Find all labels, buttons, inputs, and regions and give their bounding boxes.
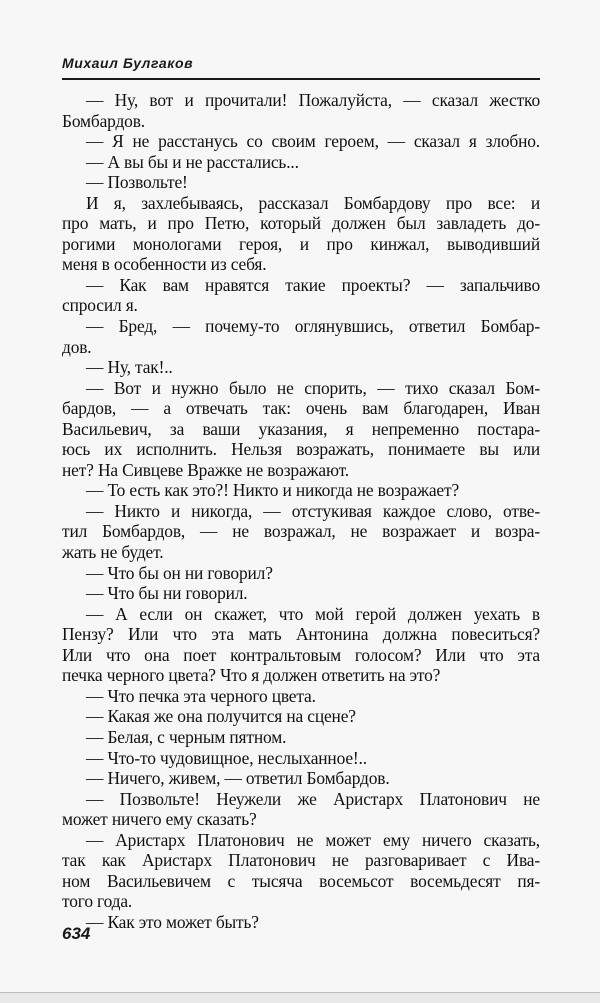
text-line: меня в особенности из себя. [62,254,267,275]
text-line: — Позвольте! [86,172,188,193]
text-line: — А вы бы и не расстались... [86,151,299,172]
text-line: — Ну, так!.. [86,357,173,378]
text-line: может ничего ему сказать? [62,809,257,830]
text-line: — Я не расстанусь со своим героем, — сказал я злобно. [86,131,540,152]
text-line: ном Васильевичем с тысяча восемьсот восемьдесят пя- [62,870,540,891]
text-line: нет? На Сивцеве Вражке не возражают. [62,459,349,480]
text-line: — Никто и никогда, — отстукивая каждое слово, отве- [86,500,540,521]
text-line: — Что бы ни говорил. [86,583,248,604]
text-line: — Бред, — почему-то оглянувшись, ответил Бомбар- [86,316,540,337]
text-line: того года. [62,891,133,912]
text-line: — Вот и нужно было не спорить, — тихо сказал Бом- [86,377,540,398]
text-line: спросил я. [62,295,138,316]
text-line: — Как вам нравятся такие проекты? — запальчиво [86,274,540,295]
text-line: Пензу? Или что эта мать Антонина должна повеситься? [62,624,540,645]
text-line: Васильевич, за ваши указания, я непременно постара- [62,418,540,439]
text-line: — Что печка эта черного цвета. [86,685,316,706]
text-line: И я, захлебываясь, рассказал Бомбардову про все: и [86,192,540,213]
text-line: юсь их исполнить. Нельзя возражать, понимаете вы или [62,439,540,460]
text-line: дов. [62,336,92,357]
text-line: — А если он скажет, что мой герой должен уехать в [86,603,540,624]
text-line: так как Аристарх Платонович не разговаривает с Ива- [62,850,540,871]
text-line: — Ничего, живем, — ответил Бомбардов. [86,768,390,789]
page-bottom-edge [0,992,600,1003]
text-line: — Как это может быть? [86,911,259,932]
text-line: — Что-то чудовищное, неслыханное!.. [86,747,367,768]
text-line: рогими монологами героя, и про кинжал, выводивший [62,233,540,254]
text-line: — Аристарх Платонович не может ему ничего сказать, [86,829,540,850]
text-line: — То есть как это?! Никто и никогда не возражает? [86,480,460,501]
text-line: жать не будет. [62,542,164,563]
text-line: бардов, — а отвечать так: очень вам благодарен, Иван [62,398,540,419]
text-line: — Какая же она получится на сцене? [86,706,356,727]
text-line: про мать, и про Петю, который должен был завладеть до- [62,213,540,234]
text-line: Или что она поет контральтовым голосом? Или что эта [62,644,540,665]
text-line: — Что бы он ни говорил? [86,562,273,583]
text-line: — Ну, вот и прочитали! Пожалуйста, — сказал жестко [86,90,540,110]
page-number: 634 [62,924,91,943]
text-line: — Белая, с черным пятном. [86,726,287,747]
text-line: Бомбардов. [62,110,145,131]
body-text [62,90,540,932]
text-line: — Позвольте! Неужели же Аристарх Платонович не [86,788,540,809]
text-line: тил Бомбардов, — не возражал, не возражает и возра- [62,521,540,542]
running-header [62,52,540,80]
author-name: Михаил Булгаков [62,55,194,71]
text-line: печка черного цвета? Что я должен ответить на это? [62,665,441,686]
